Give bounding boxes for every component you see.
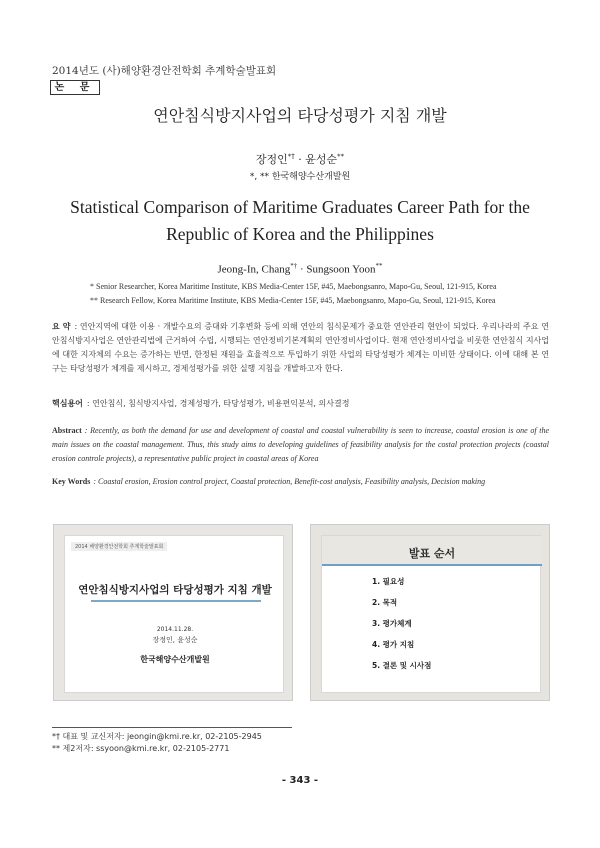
- title-english: Statistical Comparison of Maritime Graduates Career Path for the Republic of Korea and the Philippines: [70, 197, 530, 244]
- footnote-second-author: ** 제2저자: ssyoon@kmi.re.kr, 02-2105-2771: [52, 744, 230, 753]
- keywords-english-label: Key Words: [52, 477, 91, 486]
- footnote-corresponding-author: *† 대표 및 교신저자: jeongin@kmi.re.kr, 02-2105-2945: [52, 732, 262, 741]
- page-number: - 343 -: [281, 775, 319, 786]
- footnote-divider: [52, 727, 292, 728]
- author2-mark-en: **: [375, 262, 383, 270]
- outline-item: 2. 목적: [372, 598, 398, 607]
- author1-mark-ko: *†: [287, 152, 295, 161]
- affiliation-korean: *, ** 한국해양수산개발원: [249, 172, 351, 182]
- author2-mark-ko: **: [337, 152, 345, 161]
- affiliation-english-1: * Senior Researcher, Korea Maritime Institute, KBS Media-Center 15F, #45, Maebongsanro, Mapo-Gu, Seoul, 121-915, Korea: [90, 282, 497, 291]
- paper-type-tag: 논 문: [50, 80, 100, 95]
- slide-outline-thumbnail: [310, 524, 550, 701]
- slide-title-thumbnail: [53, 524, 293, 701]
- author1-name-ko: 장정인: [255, 153, 288, 166]
- slide2-outline-list: [372, 576, 431, 681]
- slide-title-canvas: [64, 535, 284, 693]
- affiliation-english-2: ** Research Fellow, Korea Maritime Institute, KBS Media-Center 15F, #45, Maebongsanro, Mapo-Gu, Seoul, 121-915, Korea: [90, 296, 496, 305]
- authors-korean: [0, 151, 600, 167]
- author1-mark-en: *†: [290, 262, 298, 270]
- abstract-korean: [52, 320, 549, 376]
- slide2-title: 발표 순서: [408, 547, 456, 560]
- title-korean: 연안침식방지사업의 타당성평가 지침 개발: [153, 106, 447, 125]
- outline-item: 3. 평가체계: [372, 619, 412, 628]
- keywords-english: [52, 477, 549, 486]
- keywords-english-text: : Coastal erosion, Erosion control project, Coastal protection, Benefit-cost analysis, Feasibility analysis, Decision making: [93, 477, 486, 486]
- outline-item: 1. 필요성: [372, 577, 405, 586]
- slide1-title: 연안침식방지사업의 타당성평가 지침 개발: [78, 584, 272, 596]
- keywords-korean-text: : 연안침식, 침식방지사업, 경제성평가, 타당성평가, 비용편익분석, 의사결정: [86, 399, 350, 408]
- authors-english: [0, 262, 600, 276]
- abstract-korean-text: : 연안지역에 대한 이용 · 개발수요의 증대와 기후변화 등에 의해 연안의 침식문제가 중요한 연안관리 현안이 되었다. 우리나라의 주요 연안침식방지사업은 연안관리법에 근거하여 수립, 시행되는 연안정비기본계획의 연안정비사업이다. 현재 연안정비사업을 비롯한 연안침식 지사업에 대한 지자체의 수요는 증가하는 반면, 한정된 재원을 효율적으로 투입하기 위한 사업의 타당성평가 체계는 미비한 상태이다. 이에 대해 본 연구는 타당성평가 체계를 제시하고, 경제성평가를 위한 실행 지침을 개발하고자 한다.: [52, 322, 549, 373]
- outline-item: 4. 평가 지침: [372, 640, 415, 649]
- slide1-divider: [91, 600, 261, 602]
- abstract-english-label: Abstract: [52, 426, 82, 435]
- slide2-divider: [322, 564, 542, 566]
- author2-name-ko: 윤성순: [305, 153, 338, 166]
- keywords-korean-label: 핵심용어: [52, 399, 83, 408]
- slide-outline-canvas: [321, 535, 541, 693]
- conference-header: 2014년도 (사)해양환경안전학회 추계학술발표회: [52, 65, 277, 77]
- author1-name-en: Jeong-In, Chang: [217, 263, 291, 276]
- abstract-korean-label: 요 약: [52, 322, 71, 331]
- author-separator-ko: ·: [298, 153, 306, 166]
- slide1-date: 2014.11.28.: [156, 626, 194, 633]
- abstract-english-text: : Recently, as both the demand for use and development of coastal and coastal vulnerability is seen to increase, coastal erosion is one of the main issues on the coastal management. Thus, this study aims to developing guidelines of feasibility analysis for the costal protection projects (coastal erosion controle projects), a representative public project in coastal areas of Korea: [52, 426, 549, 463]
- slide1-header: 2014 해양환경안전학회 추계학술발표회: [71, 542, 167, 551]
- keywords-korean: [52, 398, 549, 409]
- outline-item: 5. 결론 및 시사점: [372, 661, 432, 670]
- abstract-english: [52, 424, 549, 466]
- author2-name-en: · Sungsoon Yoon: [299, 263, 376, 276]
- slide1-org: 한국해양수산개발원: [140, 655, 210, 664]
- slide1-names: 장정인, 윤성순: [152, 636, 198, 644]
